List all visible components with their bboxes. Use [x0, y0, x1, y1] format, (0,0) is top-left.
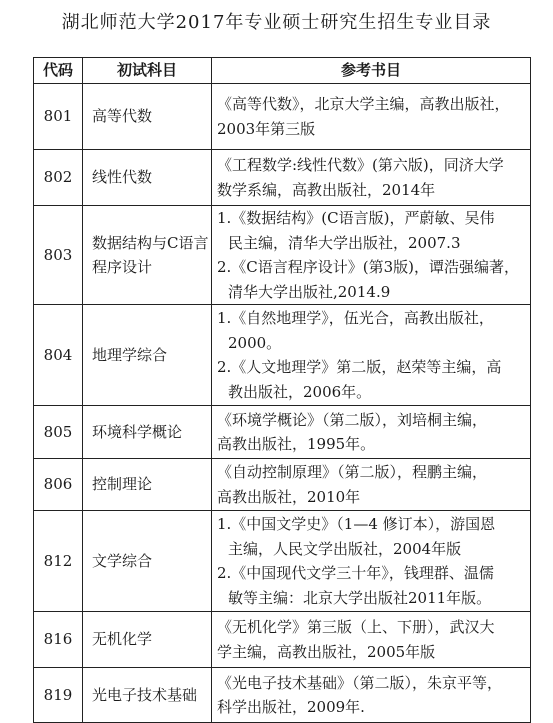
reference-line: 2.《C语言程序设计》(第3版)，谭浩强编著，: [217, 258, 520, 276]
reference-line: 1.《中国文学史》（1—4 修订本），游国恩: [217, 515, 496, 533]
reference-line: 高教出版社，2010年: [217, 487, 361, 506]
exam-subject: 光电子技术基础: [83, 668, 212, 723]
reference-line: 《工程数学:线性代数》(第六版)，同济大学: [217, 156, 504, 174]
reference-books: [212, 511, 531, 612]
exam-subject: 数据结构与C语言程序设计: [83, 206, 212, 305]
exam-subject: 高等代数: [83, 84, 212, 150]
table-row: [34, 84, 531, 150]
exam-subject: 文学综合: [83, 511, 212, 612]
table-row: [34, 406, 531, 459]
reference-line: 学主编，高教出版社，2005年版: [217, 642, 436, 661]
reference-line: 敏等主编：北京大学出版社2011年版。: [228, 588, 492, 607]
reference-line: 《环境学概论》（第二版），刘培桐主编，: [217, 410, 488, 429]
header-code: 代码: [34, 58, 83, 84]
reference-line: 1.《数据结构》(C语言版)，严蔚敏、吴伟: [217, 209, 495, 227]
exam-subject: 环境科学概论: [83, 406, 212, 459]
header-subject: 初试科目: [83, 58, 212, 84]
reference-line: 清华大学出版社,2014.9: [228, 282, 391, 301]
reference-line: 1.《自然地理学》，伍光合，高教出版社，: [217, 309, 494, 327]
exam-subject: 无机化学: [83, 612, 212, 668]
exam-subject: 线性代数: [83, 150, 212, 206]
course-code: 812: [34, 511, 83, 612]
reference-line: 科学出版社，2009年.: [217, 698, 365, 716]
course-code: 816: [34, 612, 83, 668]
course-code: 804: [34, 305, 83, 406]
reference-line: 《光电子技术基础》（第二版），朱京平等，: [217, 673, 503, 692]
reference-books: [212, 206, 531, 305]
reference-line: 《自动控制原理》（第二版），程鹏主编，: [217, 463, 488, 481]
reference-books: [212, 612, 531, 668]
reference-books: [212, 406, 531, 459]
course-code: 803: [34, 206, 83, 305]
reference-line: 数学系编，高教出版社，2014年: [217, 180, 436, 199]
course-code: 802: [34, 150, 83, 206]
reference-books: [212, 305, 531, 406]
course-code: 805: [34, 406, 83, 459]
reference-line: 民主编，清华大学出版社，2007.3: [228, 233, 461, 252]
program-table: [33, 57, 531, 723]
reference-line: 高教出版社，1995年。: [217, 435, 376, 453]
page-title: 湖北师范大学2017年专业硕士研究生招生专业目录: [61, 12, 492, 33]
reference-line: 2.《中国现代文学三十年》，钱理群、温儒: [217, 564, 494, 582]
table-row: [34, 150, 531, 206]
exam-subject: 控制理论: [83, 459, 212, 511]
reference-line: 2.《人文地理学》第二版，赵荣等主编，高: [217, 358, 502, 376]
course-code: 806: [34, 459, 83, 511]
reference-line: 主编，人民文学出版社，2004年版: [228, 539, 462, 558]
header-references: 参考书目: [212, 58, 531, 84]
reference-line: 教出版社，2006年。: [228, 382, 372, 401]
reference-books: [212, 150, 531, 206]
course-code: 819: [34, 668, 83, 723]
course-code: 801: [34, 84, 83, 150]
table-row: [34, 511, 531, 612]
reference-books: [212, 459, 531, 511]
exam-subject: 地理学综合: [83, 305, 212, 406]
table-row: [34, 459, 531, 511]
reference-line: 2000。: [228, 333, 282, 352]
reference-line: 2003年第三版: [217, 119, 316, 138]
table-row: [34, 206, 531, 305]
reference-books: [212, 668, 531, 723]
table-header-row: [34, 58, 531, 84]
table-row: [34, 668, 531, 723]
reference-books: [212, 84, 531, 150]
reference-line: 《高等代数》，北京大学主编，高教出版社，: [217, 95, 510, 113]
table-row: [34, 612, 531, 668]
reference-line: 《无机化学》第三版（上、下册），武汉大: [217, 618, 495, 636]
table-row: [34, 305, 531, 406]
